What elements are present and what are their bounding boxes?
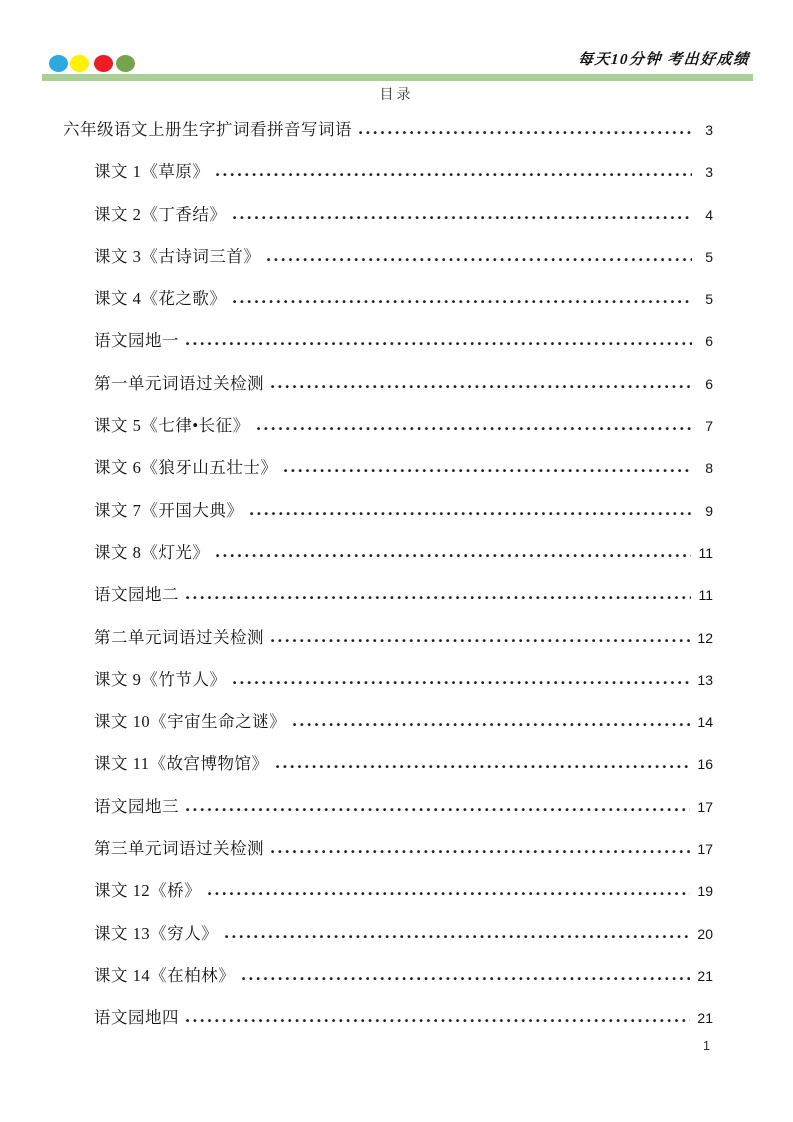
toc-entry-page: 5 (705, 248, 713, 265)
toc-entry[interactable] (63, 868, 713, 910)
toc-entry-page: 21 (697, 967, 713, 984)
toc-entry[interactable] (63, 403, 713, 445)
toc-entry-page: 17 (697, 841, 713, 858)
toc-entry-page: 14 (697, 714, 713, 731)
toc-entry[interactable] (63, 192, 713, 234)
toc-entry-label: 语文园地三 (94, 796, 179, 816)
toc-dot-leader (271, 382, 692, 389)
toc-entry[interactable] (63, 741, 713, 783)
toc-entry[interactable] (63, 615, 713, 657)
toc-entry-page: 8 (705, 460, 713, 477)
toc-dot-leader (267, 255, 692, 262)
toc-entry[interactable] (63, 361, 713, 403)
toc-dot-leader (293, 720, 690, 727)
toc-entry-label: 六年级语文上册生字扩词看拼音写词语 (63, 120, 352, 139)
toc-dot-leader (216, 170, 692, 177)
toc-entry-page: 20 (697, 925, 713, 942)
toc-entry[interactable] (63, 445, 713, 487)
toc-entry-label: 课文 1《草原》 (94, 162, 210, 182)
toc-dot-leader (186, 1016, 690, 1023)
toc-entry-label: 课文 11《故宫博物馆》 (94, 754, 269, 774)
toc-entry-label: 课文 5《七律•长征》 (94, 416, 250, 436)
toc-entry-page: 17 (697, 798, 713, 815)
yellow-dot-icon (70, 55, 89, 72)
toc-dot-leader (186, 593, 691, 600)
toc-entry-page: 3 (705, 164, 713, 181)
toc-entry[interactable] (63, 995, 713, 1037)
toc-dot-leader (284, 466, 692, 473)
toc-dot-leader (271, 636, 690, 643)
toc-entry[interactable] (63, 234, 713, 276)
toc-dot-leader (250, 509, 692, 516)
toc-dot-leader (271, 847, 690, 854)
header-slogan: 每天10分钟 考出好成绩 (577, 52, 751, 68)
toc-entry[interactable] (63, 826, 713, 868)
toc-dot-leader (242, 974, 690, 981)
toc-dot-leader (276, 762, 691, 769)
toc-entry-label: 课文 8《灯光》 (94, 542, 210, 562)
toc-entry-page: 9 (705, 502, 713, 519)
toc-entry-label: 第三单元词语过关检测 (94, 839, 264, 859)
blue-dot-icon (49, 55, 68, 72)
toc-entry-label: 第一单元词语过关检测 (94, 373, 264, 393)
toc-entry-label: 第二单元词语过关检测 (94, 627, 264, 647)
toc-entry-page: 6 (705, 375, 713, 392)
toc-entry-label: 课文 12《桥》 (94, 881, 202, 901)
toc-entry-label: 语文园地二 (94, 585, 179, 605)
toc-entry-label: 语文园地一 (94, 331, 179, 351)
toc-entry[interactable] (63, 784, 713, 826)
toc-entry[interactable] (63, 530, 713, 572)
toc-dot-leader (186, 805, 690, 812)
toc-dot-leader (186, 339, 692, 346)
toc-dot-leader (257, 424, 692, 431)
toc-entry-page: 5 (705, 291, 713, 308)
toc-entry[interactable] (63, 699, 713, 741)
toc-entry-page: 11 (698, 587, 713, 604)
toc-entry-page: 13 (697, 671, 713, 688)
header-divider (42, 74, 753, 81)
toc-entry[interactable] (63, 107, 713, 149)
toc-entry-label: 课文 6《狼牙山五壮士》 (94, 458, 278, 478)
toc-entry-label: 课文 13《穷人》 (94, 923, 219, 943)
toc-dot-leader (233, 678, 690, 685)
toc-dot-leader (359, 128, 692, 135)
toc-entry-page: 21 (697, 1010, 713, 1027)
toc-entry[interactable] (63, 488, 713, 530)
toc-entry[interactable] (63, 911, 713, 953)
toc-entry-label: 语文园地四 (94, 1008, 179, 1028)
toc-list (63, 107, 713, 1038)
toc-entry-page: 3 (705, 122, 713, 138)
red-dot-icon (94, 55, 113, 72)
toc-dot-leader (233, 213, 692, 220)
header-dots (49, 55, 137, 72)
toc-dot-leader (225, 932, 690, 939)
toc-entry-label: 课文 14《在柏林》 (94, 965, 236, 985)
toc-entry-page: 7 (705, 418, 713, 435)
toc-entry-page: 12 (697, 629, 713, 646)
toc-title: 目录 (379, 88, 414, 103)
toc-entry[interactable] (63, 657, 713, 699)
toc-dot-leader (216, 551, 691, 558)
toc-entry-label: 课文 4《花之歌》 (94, 289, 227, 309)
toc-entry-label: 课文 3《古诗词三首》 (94, 246, 261, 266)
toc-entry[interactable] (63, 149, 713, 191)
green-dot-icon (116, 55, 135, 72)
toc-entry[interactable] (63, 276, 713, 318)
toc-entry-label: 课文 7《开国大典》 (94, 500, 244, 520)
toc-dot-leader (208, 889, 690, 896)
toc-entry-page: 19 (697, 883, 713, 900)
toc-entry-label: 课文 2《丁香结》 (94, 204, 227, 224)
toc-entry[interactable] (63, 572, 713, 614)
toc-entry[interactable] (63, 953, 713, 995)
footer-page-number: 1 (703, 1039, 710, 1053)
toc-dot-leader (233, 297, 692, 304)
toc-entry-label: 课文 10《宇宙生命之谜》 (94, 712, 287, 732)
toc-entry-page: 6 (705, 333, 713, 350)
toc-entry[interactable] (63, 318, 713, 360)
toc-entry-label: 课文 9《竹节人》 (94, 669, 227, 689)
toc-entry-page: 4 (705, 206, 713, 223)
toc-entry-page: 11 (698, 544, 713, 561)
toc-entry-page: 16 (697, 756, 713, 773)
